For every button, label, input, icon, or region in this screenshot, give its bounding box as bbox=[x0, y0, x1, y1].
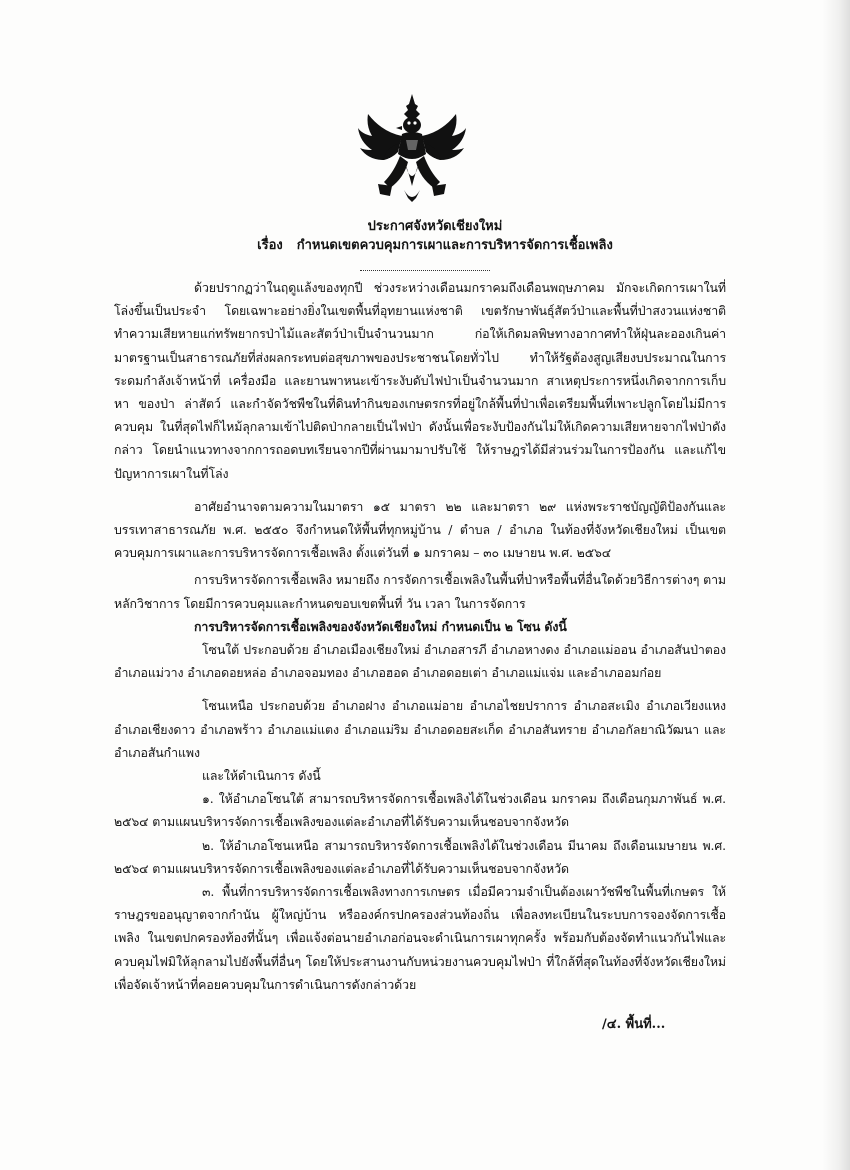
paragraph-south-zone: โซนใต้ ประกอบด้วย อำเภอเมืองเชียงใหม่ อำเภอสารภี อำเภอหางดง อำเภอแม่ออน อำเภอสันป่าตอง อำเภอแม่วาง อำเภอดอยหล่อ อำเภอจอมทอง อำเภอฮอด อำเภอดอยเต่า อำเภอแม่แจ่ม และอำเภออมก๋อย bbox=[114, 642, 726, 681]
paragraph-actions-intro: และให้ดำเนินการ ดังนี้ bbox=[202, 768, 321, 784]
paragraph-item-3: ๓. พื้นที่การบริหารจัดการเชื้อเพลิงทางการเกษตร เมื่อมีความจำเป็นต้องเผาวัชพืชในพื้นที่เกษตร ให้ราษฎรขออนุญาตจากกำนัน ผู้ใหญ่บ้าน หรือองค์กรปกครองส่วนท้องถิ่น เพื่อลงทะเบียนในระบบการจองจัดการเชื้อเพลิง ในเขตปกครองท้องที่นั้นๆ เพื่อแจ้งต่อนายอำเภอก่อนจะดำเนินการเผาทุกครั้ง พร้อมกับต้องจัดทำแนวกันไฟและควบคุมไฟมิให้ลุกลามไปยังพื้นที่อื่นๆ โดยให้ประสานงานกับหน่วยงานควบคุมไฟป่า ที่ใกล้ที่สุดในท้องที่จังหวัดเชียงใหม่ เพื่อจัดเจ้าหน้าที่คอยควบคุมในการดำเนินการดังกล่าวด้วย bbox=[114, 884, 726, 992]
paragraph-intro: ด้วยปรากฏว่าในฤดูแล้งของทุกปี ช่วงระหว่างเดือนมกราคมถึงเดือนพฤษภาคม มักจะเกิดการเผาในที่โล่งขึ้นเป็นประจำ โดยเฉพาะอย่างยิ่งในเขตพื้นที่อุทยานแห่งชาติ เขตรักษาพันธุ์สัตว์ป่าและพื้นที่ป่าสงวนแห่งชาติ ทำความเสียหายแก่ทรัพยากรป่าไม้และสัตว์ป่าเป็นจำนวนมาก ก่อให้เกิดมลพิษทางอากาศทำให้ฝุ่นละอองเกินค่ามาตรฐานเป็นสาธารณภัยที่ส่งผลกระทบต่อสุขภาพของประชาชนโดยทั่วไป ทำให้รัฐต้องสูญเสียงบประมาณในการระดมกำลังเจ้าหน้าที่ เครื่องมือ และยานพาหนะเข้าระงับดับไฟป่าเป็นจำนวนมาก สาเหตุประการหนึ่งเกิดจากการเก็บหา ของป่า ล่าสัตว์ และกำจัดวัชพืชในที่ดินทำกินของเกษตรกรที่อยู่ใกล้พื้นที่ป่าเพื่อเตรียมพื้นที่เพาะปลูกโดยไม่มีการควบคุม ในที่สุดไฟก็ไหม้ลุกลามเข้าไปติดป่ากลายเป็นไฟป่า ดังนั้นเพื่อระงับป้องกันไม่ให้เกิดความเสียหายจากไฟป่าดังกล่าว โดยนำแนวทางจากการถอดบทเรียนจากปีที่ผ่านมามาปรับใช้ ให้ราษฎรได้มีส่วนร่วมในการป้องกัน และแก้ไขปัญหาการเผาในที่โล่ง bbox=[114, 280, 726, 481]
paragraph-definition: การบริหารจัดการเชื้อเพลิง หมายถึง การจัดการเชื้อเพลิงในพื้นที่ป่าหรือพื้นที่อื่นใดด้วยวิธีการต่างๆ ตามหลักวิชาการ โดยมีการควบคุมและกำหนดขอบเขตพื้นที่ วัน เวลา ในการจัดการ bbox=[114, 572, 726, 611]
scan-edge-shadow bbox=[822, 0, 850, 1170]
paragraph-north-zone: โซนเหนือ ประกอบด้วย อำเภอฝาง อำเภอแม่อาย อำเภอไชยปราการ อำเภอสะเมิง อำเภอเวียงแหง อำเภอเชียงดาว อำเภอพร้าว อำเภอแม่แตง อำเภอแม่ริม อำเภอดอยสะเก็ด อำเภอสันทราย อำเภอกัลยาณิวัฒนา และอำเภอสันกำแพง bbox=[114, 698, 726, 760]
title-divider bbox=[360, 270, 490, 271]
document-title: ประกาศจังหวัดเชียงใหม่ bbox=[367, 219, 503, 234]
subject-label: เรื่อง bbox=[257, 238, 283, 253]
paragraph-item-1: ๑. ให้อำเภอโซนใต้ สามารถบริหารจัดการเชื้อเพลิงได้ในช่วงเดือน มกราคม ถึงเดือนกุมภาพันธ์ พ.ศ. ๒๕๖๔ ตามแผนบริหารจัดการเชื้อเพลิงของแต่ละอำเภอที่ได้รับความเห็นชอบจากจังหวัด bbox=[114, 791, 726, 830]
paragraph-zones-heading: การบริหารจัดการเชื้อเพลิงของจังหวัดเชียงใหม่ กำหนดเป็น ๒ โซน ดังนี้ bbox=[194, 618, 567, 634]
garuda-emblem-icon bbox=[354, 92, 470, 208]
document-subject bbox=[10, 237, 850, 254]
document-body bbox=[114, 276, 726, 996]
paragraph-item-2: ๒. ให้อำเภอโซนเหนือ สามารถบริหารจัดการเชื้อเพลิงได้ในช่วงเดือน มีนาคม ถึงเดือนเมษายน พ.ศ. ๒๕๖๔ ตามแผนบริหารจัดการเชื้อเพลิงของแต่ละอำเภอที่ได้รับความเห็นชอบจากจังหวัด bbox=[114, 837, 726, 876]
paragraph-authority: อาศัยอำนาจตามความในมาตรา ๑๕ มาตรา ๒๒ และมาตรา ๒๙ แห่งพระราชบัญญัติป้องกันและบรรเทาสาธารณภัย พ.ศ. ๒๕๕๐ จึงกำหนดให้พื้นที่ทุกหมู่บ้าน / ตำบล / อำเภอ ในท้องที่จังหวัดเชียงใหม่ เป็นเขตควบคุมการเผาและการบริหารจัดการเชื้อเพลิง ตั้งแต่วันที่ ๑ มกราคม – ๓๐ เมษายน พ.ศ. ๒๕๖๔ bbox=[114, 498, 726, 561]
subject-text: กำหนดเขตควบคุมการเผาและการบริหารจัดการเชื้อเพลิง bbox=[296, 238, 613, 253]
page-continuation: /๔. พื้นที่... bbox=[602, 1017, 666, 1032]
